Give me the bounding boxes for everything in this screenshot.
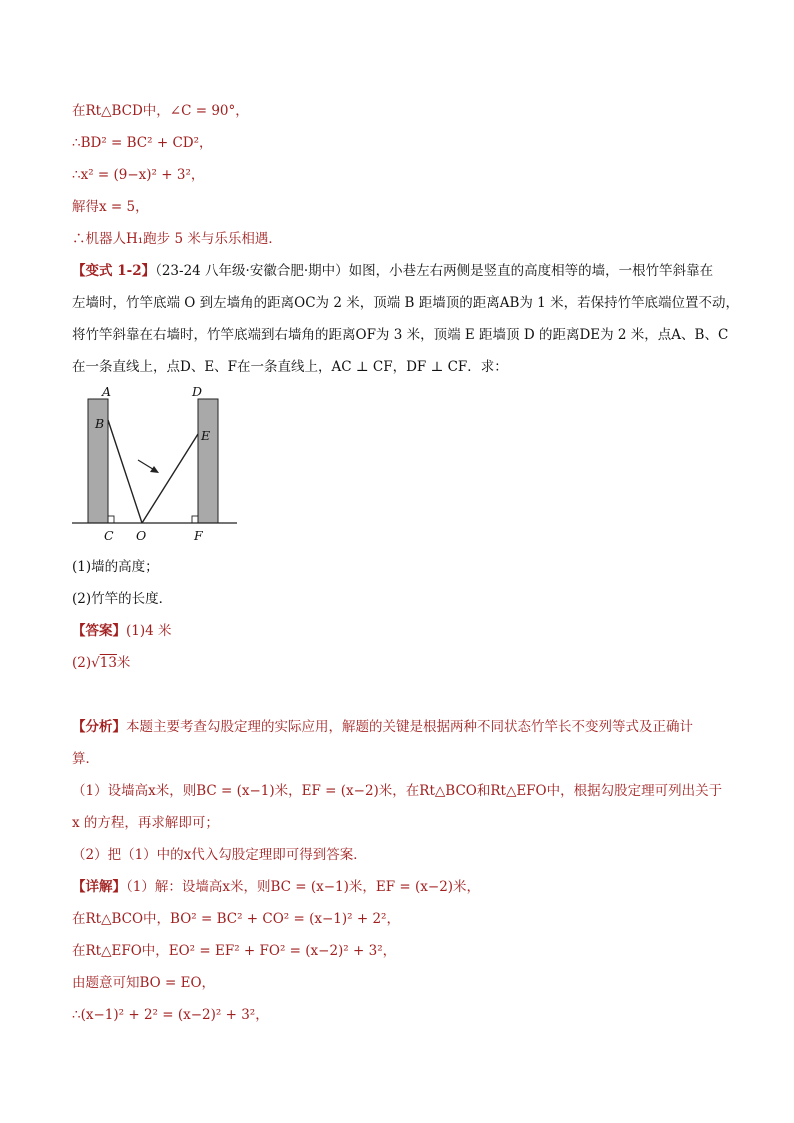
question-2: (2)竹竿的长度． <box>72 591 173 607</box>
detail-line-5: ∴(x−1)² + 2² = (x−2)² + 3²， <box>72 1007 269 1023</box>
detail-text-1: （1）解：设墙高x米，则BC = (x−1)米，EF = (x−2)米， <box>126 879 481 895</box>
label-a: A <box>102 384 112 399</box>
variant-text: （23-24 八年级·安徽合肥·期中）如图，小巷左右两侧是竖直的高度相等的墙，一根竹竿斜靠在 <box>155 263 714 279</box>
text-line-1: 在Rt△BCD中，∠C = 90°， <box>72 103 249 119</box>
variant-tag: 【变式 1-2】 <box>72 263 156 279</box>
analysis-line-1 <box>72 717 693 737</box>
geometry-diagram <box>70 355 240 550</box>
right-wall <box>198 399 218 523</box>
label-b: B <box>95 416 105 431</box>
detail-line-4: 由题意可知BO = EO， <box>72 975 216 991</box>
label-d: D <box>192 384 203 399</box>
answer-tag: 【答案】 <box>72 623 126 639</box>
detail-tag: 【详解】 <box>72 879 126 895</box>
label-f: F <box>194 528 203 543</box>
text-line-2: ∴BD² = BC² + CD²， <box>72 135 213 151</box>
text-line-4: 解得x = 5， <box>72 199 149 215</box>
text-line-3: ∴x² = (9−x)² + 3²， <box>72 167 205 183</box>
right-angle-c <box>108 516 114 523</box>
analysis-text-1: 本题主要考查勾股定理的实际应用，解题的关键是根据两种不同状态竹竿长不变列等式及正确计 <box>126 719 693 735</box>
analysis-tag: 【分析】 <box>72 719 126 735</box>
answer-2-radicand: 13 <box>99 655 117 671</box>
answer-line-2 <box>72 653 130 673</box>
detail-line-1 <box>72 877 480 897</box>
variant-line-2: 左墙时，竹竿底端 O 到左墙角的距离OC为 2 米，顶端 B 距墙顶的距离AB为 1 米，若保持竹竿底端位置不动， <box>72 295 740 311</box>
answer-1: (1)4 米 <box>126 623 172 639</box>
analysis-line-5: （2）把（1）中的x代入勾股定理即可得到答案． <box>72 847 367 863</box>
answer-2-prefix: (2) <box>72 655 92 671</box>
detail-line-3: 在Rt△EFO中，EO² = EF² + FO² = (x−2)² + 3²， <box>72 943 397 959</box>
pole-left <box>108 420 142 523</box>
label-o: O <box>136 528 147 543</box>
arrow-head <box>150 466 159 473</box>
label-e: E <box>201 428 211 443</box>
answer-line-1 <box>72 621 172 641</box>
label-c: C <box>104 528 114 543</box>
question-1: (1)墙的高度； <box>72 559 159 575</box>
text-line-5: ∴机器人H₁跑步 5 米与乐乐相遇． <box>72 231 282 247</box>
variant-line-4: 在一条直线上，点D、E、F在一条直线上，AC ⊥ CF，DF ⊥ CF．求： <box>72 359 508 375</box>
analysis-line-2: 算． <box>72 751 99 767</box>
variant-line-3: 将竹竿斜靠在右墙时，竹竿底端到右墙角的距离OF为 3 米，顶端 E 距墙顶 D 的距离DE为 2 米，点A、B、C <box>72 327 729 343</box>
pole-right <box>142 434 198 523</box>
analysis-line-4: x 的方程，再求解即可； <box>72 815 219 831</box>
answer-2-unit: 米 <box>116 655 131 671</box>
analysis-line-3: （1）设墙高x米，则BC = (x−1)米，EF = (x−2)米，在Rt△BCO和Rt△EFO中，根据勾股定理可列出关于 <box>72 783 723 799</box>
variant-heading <box>72 261 713 281</box>
sqrt-sign: √ <box>91 655 100 671</box>
right-angle-f <box>192 516 198 523</box>
detail-line-2: 在Rt△BCO中，BO² = BC² + CO² = (x−1)² + 2²， <box>72 911 400 927</box>
